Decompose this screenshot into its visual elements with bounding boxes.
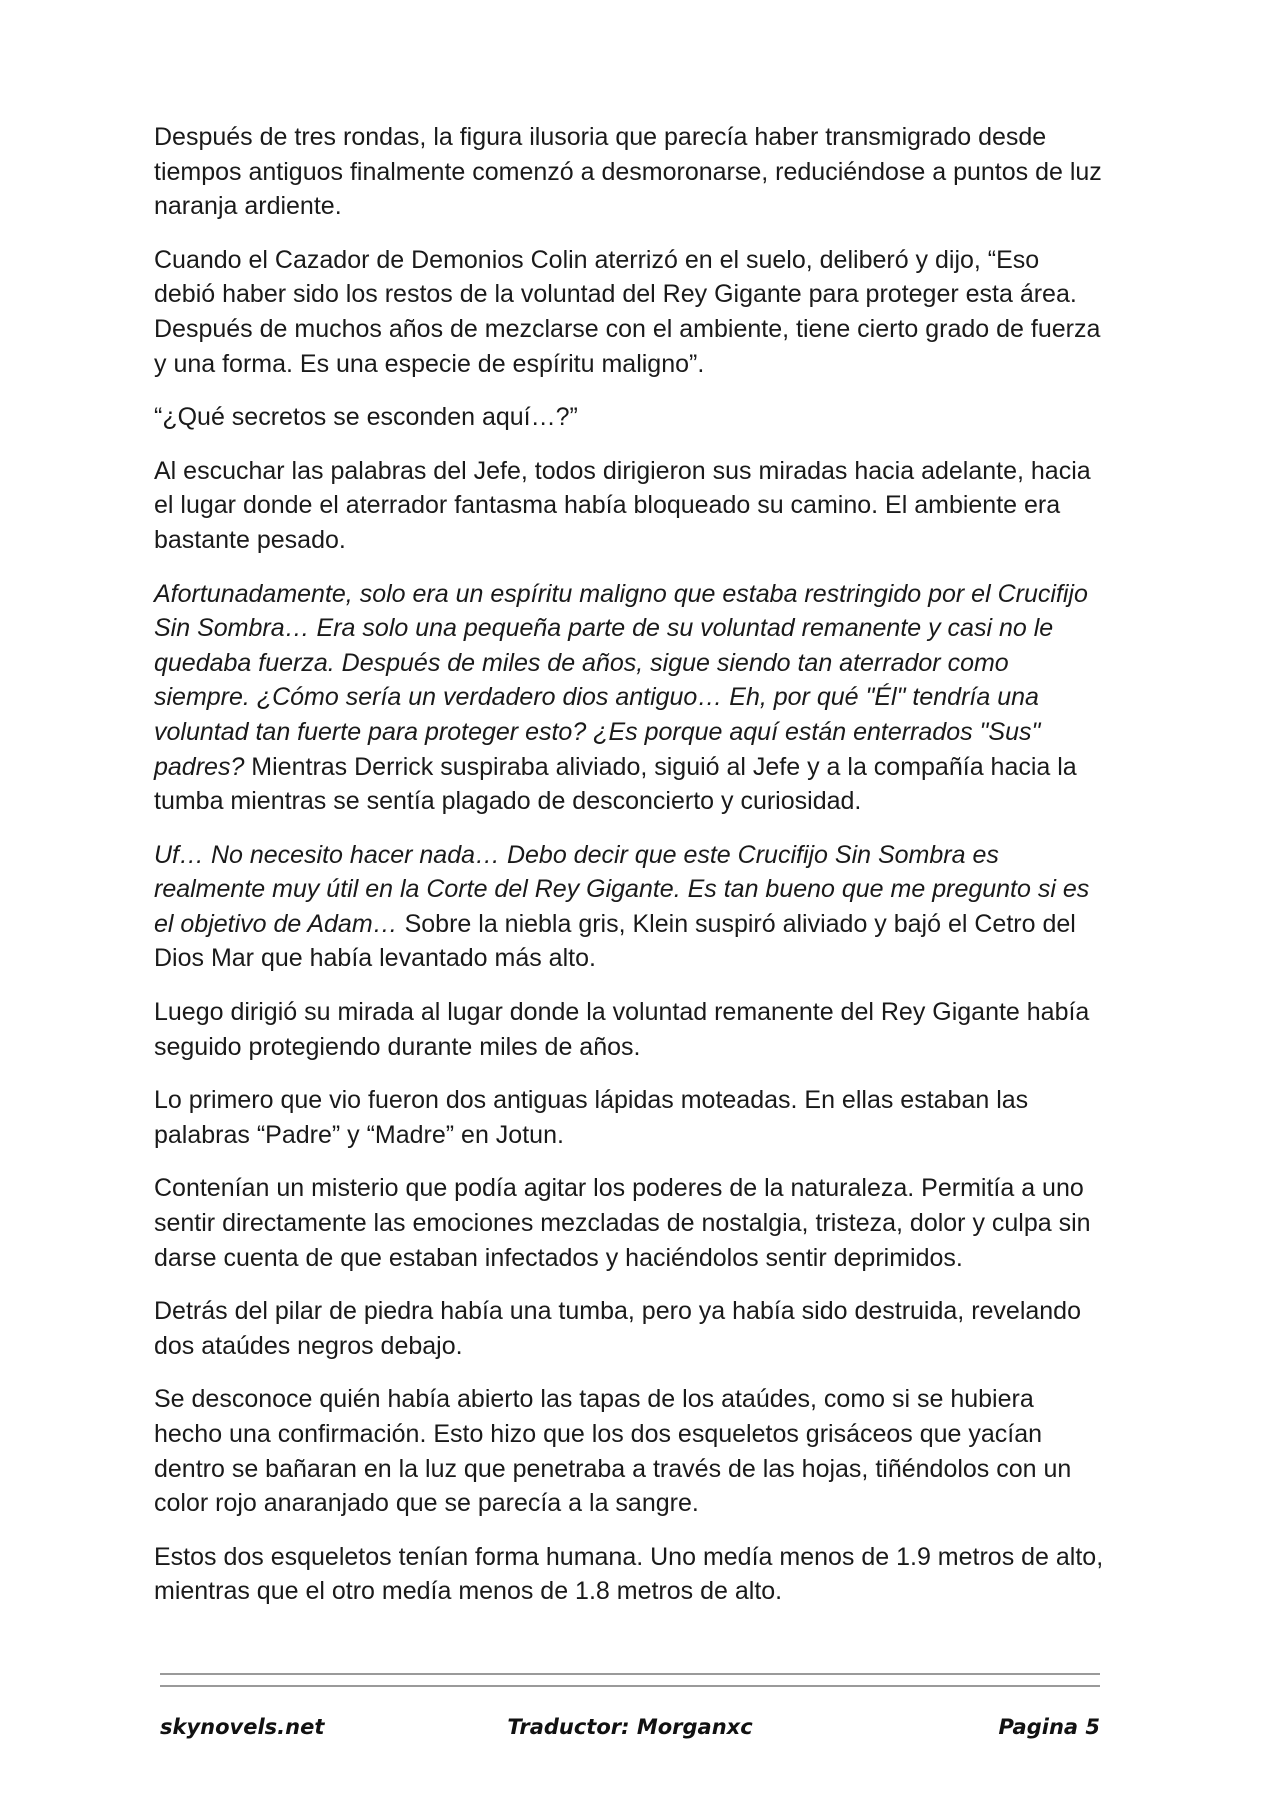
paragraph bbox=[154, 1382, 1104, 1520]
paragraph-text: Después de tres rondas, la figura ilusoria que parecía haber transmigrado desde tiempos antiguos finalmente comenzó a desmoronarse, reduciéndose a puntos de luz naranja ardiente. bbox=[154, 123, 1102, 221]
paragraph bbox=[154, 1540, 1104, 1609]
paragraph bbox=[154, 1171, 1104, 1275]
paragraph-text: Estos dos esqueletos tenían forma humana. Uno medía menos de 1.9 metros de alto, mientras que el otro medía menos de 1.8 metros de alto. bbox=[154, 1542, 1104, 1606]
footer-translator: Traductor: Morganxc bbox=[507, 1715, 753, 1739]
paragraph-text: Luego dirigió su mirada al lugar donde la voluntad remanente del Rey Gigante había seguido protegiendo durante miles de años. bbox=[154, 998, 1090, 1061]
inner-thought-text: Afortunadamente, solo era un espíritu maligno que estaba restringido por el Crucifijo Sin Sombra… Era solo una pequeña parte de su voluntad remanente y casi no le quedaba fuerza. Después de miles de años, sigue siendo tan aterrador como siempre. ¿Cómo sería un verdadero dios antiguo… Eh, por qué "Él" tendría una voluntad tan fuerte para proteger esto? ¿Es porque aquí están enterrados "Sus" padres? bbox=[154, 579, 1088, 781]
inner-thought-text: Uf… No necesito hacer nada… Debo decir que este Crucifijo Sin Sombra es realmente muy útil en la Corte del Rey Gigante. Es tan bueno que me pregunto si es el objetivo de Adam… bbox=[154, 840, 1090, 938]
body-text bbox=[154, 120, 1104, 1628]
paragraph bbox=[154, 995, 1104, 1064]
footer-divider-top bbox=[160, 1673, 1100, 1675]
paragraph-text: Al escuchar las palabras del Jefe, todos dirigieron sus miradas hacia adelante, hacia el lugar donde el aterrador fantasma había bloqueado su camino. El ambiente era bastante pesado. bbox=[154, 456, 1091, 554]
paragraph-text: Mientras Derrick suspiraba aliviado, siguió al Jefe y a la compañía hacia la tumba mientras se sentía plagado de desconcierto y curiosidad. bbox=[154, 752, 1077, 816]
paragraph bbox=[154, 1294, 1104, 1363]
paragraph-text: Se desconoce quién había abierto las tapas de los ataúdes, como si se hubiera hecho una confirmación. Esto hizo que los dos esqueletos grisáceos que yacían dentro se bañaran en la luz que penetraba a través de las hojas, tiñéndolos con un color rojo anaranjado que se parecía a la sangre. bbox=[154, 1385, 1072, 1518]
paragraph bbox=[154, 577, 1104, 819]
paragraph-text: Sobre la niebla gris, Klein suspiró aliviado y bajó el Cetro del Dios Mar que había levantado más alto. bbox=[154, 909, 1076, 973]
paragraph bbox=[154, 838, 1104, 976]
page-footer bbox=[160, 1715, 1100, 1749]
paragraph-text: Lo primero que vio fueron dos antiguas lápidas moteadas. En ellas estaban las palabras “Padre” y “Madre” en Jotun. bbox=[154, 1086, 1029, 1149]
paragraph bbox=[154, 120, 1104, 224]
paragraph-text: Cuando el Cazador de Demonios Colin aterrizó en el suelo, deliberó y dijo, “Eso debió haber sido los restos de la voluntad del Rey Gigante para proteger esta área. Después de muchos años de mezclarse con el ambiente, tiene cierto grado de fuerza y una forma. Es una especie de espíritu maligno”. bbox=[154, 245, 1101, 378]
footer-divider-bottom bbox=[160, 1685, 1100, 1687]
paragraph-text: “¿Qué secretos se esconden aquí…?” bbox=[154, 403, 578, 432]
paragraph bbox=[154, 400, 1104, 435]
footer-page-number: Pagina 5 bbox=[998, 1715, 1100, 1739]
paragraph-text: Detrás del pilar de piedra había una tumba, pero ya había sido destruida, revelando dos ataúdes negros debajo. bbox=[154, 1297, 1081, 1360]
footer-site: skynovels.net bbox=[160, 1715, 325, 1739]
paragraph-text: Contenían un misterio que podía agitar los poderes de la naturaleza. Permitía a uno sentir directamente las emociones mezcladas de nostalgia, tristeza, dolor y culpa sin darse cuenta de que estaban infectados y haciéndolos sentir deprimidos. bbox=[154, 1174, 1091, 1272]
paragraph bbox=[154, 454, 1104, 558]
paragraph bbox=[154, 1083, 1104, 1152]
paragraph bbox=[154, 243, 1104, 381]
